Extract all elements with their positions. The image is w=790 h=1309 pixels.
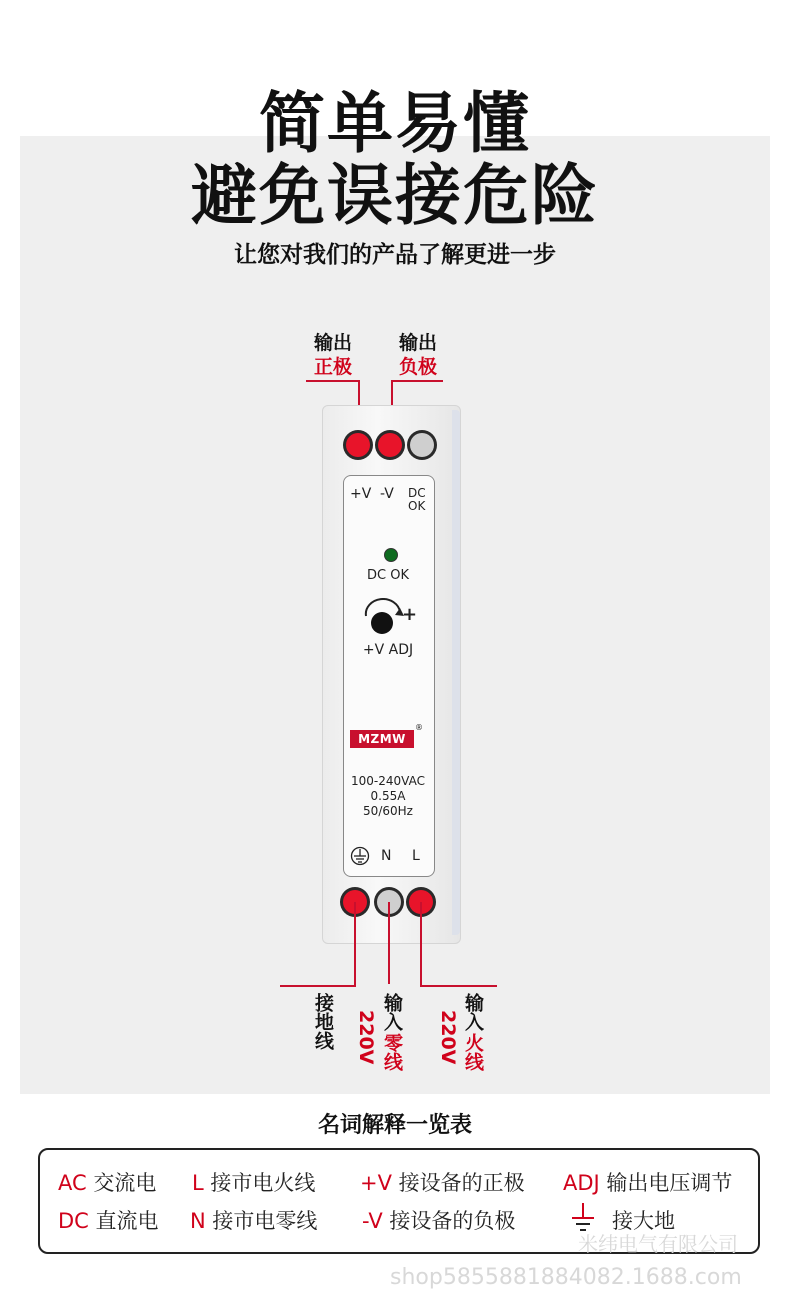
glossary-item-adj: ADJ 输出电压调节 [563,1171,733,1195]
glossary-item-plus-v: +V 接设备的正极 [360,1171,525,1195]
label-ground-wire: 接地线 [312,993,334,1050]
spec-current: 0.55A [370,789,406,803]
spec-voltage: 100-240VAC [351,774,425,788]
brand-logo: MZMW [350,730,414,748]
label-output-negative: 输出 负极 [398,332,437,378]
label-neutral-wire: 零线 [381,1033,403,1071]
adjust-label: +V ADJ [362,642,414,658]
label-output-positive: 输出 正极 [313,332,352,378]
leader-line-ground-v [354,902,356,986]
label-neutral-input: 输入 [381,993,403,1031]
mark-ok: OK [408,499,426,513]
watermark-company: 米纬电气有限公司 [578,1232,738,1256]
label-live-input: 输入 [462,993,484,1031]
leader-line-ground-h [280,985,356,987]
leader-line-live-h [420,985,497,987]
mark-plus-v: +V [350,486,372,502]
subtitle: 让您对我们的产品了解更进一步 [234,242,556,268]
label-live-wire: 火线 [462,1033,484,1071]
glossary-item-n: N 接市电零线 [190,1209,318,1233]
device-side-rail [452,410,460,935]
terminal-positive [346,433,370,457]
terminal-negative [378,433,402,457]
glossary-title: 名词解释一览表 [317,1113,472,1138]
leader-line-negative-h [391,380,443,382]
glossary-item-ground: 接大地 [612,1209,675,1233]
mark-l: L [412,848,420,864]
adjust-plus-mark: + [402,604,418,625]
glossary-item-dc: DC 直流电 [58,1209,159,1233]
leader-line-positive-h [306,380,359,382]
headline-line-1: 简单易懂 [259,85,531,162]
glossary-item-l: L 接市电火线 [192,1171,316,1195]
headline-line-2: 避免误接危险 [191,157,599,234]
leader-line-neutral-v [388,902,390,984]
mark-minus-v: -V [380,486,394,502]
watermark-url: shop5855881884082.1688.com [390,1265,742,1290]
led-label: DC OK [367,568,409,583]
led-indicator-icon [384,548,398,562]
label-neutral-voltage: 220V [355,1010,377,1065]
mark-dc: DC [408,486,426,500]
registered-mark: ® [415,723,423,732]
terminal-dc-ok [410,433,434,457]
glossary-item-minus-v: -V 接设备的负极 [362,1209,516,1233]
glossary-item-ac: AC 交流电 [58,1171,157,1195]
spec-frequency: 50/60Hz [363,804,413,818]
mark-n: N [381,848,392,864]
label-live-voltage: 220V [437,1010,459,1065]
leader-line-live-v [420,902,422,986]
ground-symbol-icon [350,846,370,866]
